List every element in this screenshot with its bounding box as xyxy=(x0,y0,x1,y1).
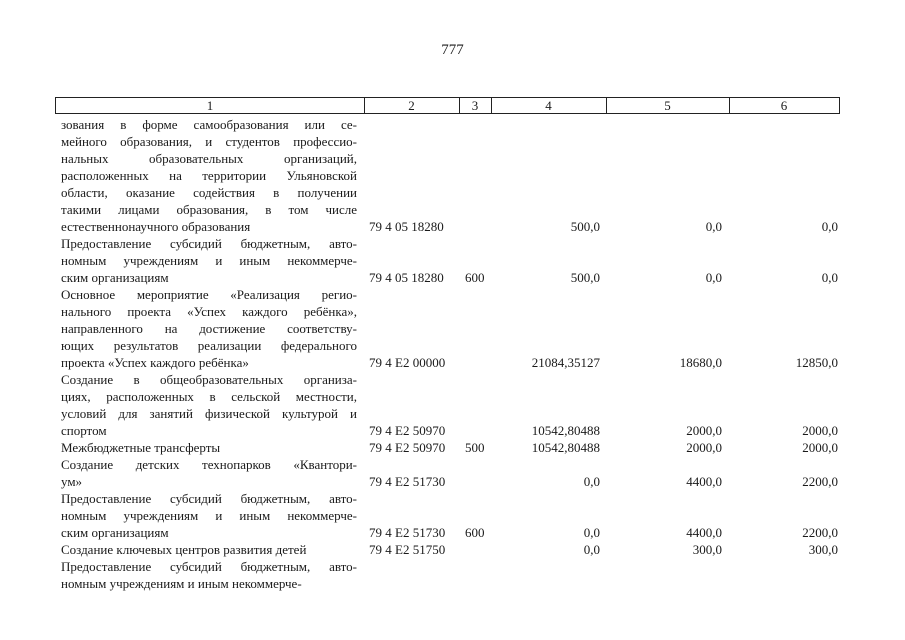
description-line: Предоставление субсидий бюджетным, авто- xyxy=(61,236,357,251)
row-value-col6: 2200,0 xyxy=(802,525,838,540)
row-code: 79 4 E2 50970 xyxy=(369,440,446,455)
description-line: направленного на достижение соответству- xyxy=(61,321,357,336)
description-line: условий для занятий физической культурой и xyxy=(61,406,357,421)
description-line: Предоставление субсидий бюджетным, авто- xyxy=(61,491,357,506)
row-description xyxy=(61,541,357,558)
row-value-col5: 4400,0 xyxy=(686,525,722,540)
row-expense-type: 500 xyxy=(465,440,485,455)
row-description xyxy=(61,558,357,592)
description-line: ским организациям xyxy=(61,525,169,540)
description-line: номным учреждениям и иным некоммерче- xyxy=(61,576,302,591)
description-line: Создание ключевых центров развития детей xyxy=(61,542,307,557)
description-line: нальных образовательных организаций, xyxy=(61,151,357,166)
description-line: зования в форме самообразования или се- xyxy=(61,117,357,132)
table-row xyxy=(0,116,905,235)
row-value-col5: 2000,0 xyxy=(686,440,722,455)
row-code: 79 4 E2 51730 xyxy=(369,525,446,540)
table-header xyxy=(55,97,840,114)
row-value-col5: 0,0 xyxy=(705,219,722,234)
description-line: циях, расположенных в сельской местности, xyxy=(61,389,357,404)
row-value-col4: 0,0 xyxy=(583,525,600,540)
description-line: области, оказание содействия в получении xyxy=(61,185,357,200)
row-code: 79 4 E2 51750 xyxy=(369,542,446,557)
row-value-col4: 500,0 xyxy=(570,270,600,285)
row-code: 79 4 E2 50970 xyxy=(369,423,446,438)
table-row xyxy=(0,286,905,371)
table-row xyxy=(0,439,905,456)
row-value-col4: 21084,35127 xyxy=(531,355,600,370)
row-expense-type: 600 xyxy=(465,525,485,540)
table-row xyxy=(0,371,905,439)
row-value-col6: 300,0 xyxy=(808,542,838,557)
row-value-col5: 0,0 xyxy=(705,270,722,285)
description-line: нального проекта «Успех каждого ребёнка», xyxy=(61,304,357,319)
row-code: 79 4 05 18280 xyxy=(369,270,444,285)
row-value-col4: 0,0 xyxy=(583,474,600,489)
row-description xyxy=(61,286,357,371)
row-description xyxy=(61,456,357,490)
row-value-col6: 2200,0 xyxy=(802,474,838,489)
header-col-2: 2 xyxy=(364,98,460,113)
header-col-6: 6 xyxy=(780,98,788,113)
table-row xyxy=(0,235,905,286)
row-value-col4: 500,0 xyxy=(570,219,600,234)
description-line: Предоставление субсидий бюджетным, авто- xyxy=(61,559,357,574)
description-line: Межбюджетные трансферты xyxy=(61,440,221,455)
table-row xyxy=(0,456,905,490)
row-value-col6: 2000,0 xyxy=(802,440,838,455)
description-line: ум» xyxy=(61,474,83,489)
row-description xyxy=(61,439,357,456)
row-value-col4: 10542,80488 xyxy=(531,423,600,438)
description-line: номным учреждениям и иным некоммерче- xyxy=(61,253,357,268)
row-value-col5: 4400,0 xyxy=(686,474,722,489)
table-row xyxy=(0,490,905,541)
header-col-4: 4 xyxy=(491,98,607,113)
row-value-col5: 300,0 xyxy=(692,542,722,557)
row-value-col5: 2000,0 xyxy=(686,423,722,438)
row-description xyxy=(61,235,357,286)
row-code: 79 4 05 18280 xyxy=(369,219,444,234)
row-description xyxy=(61,371,357,439)
description-line: Основное мероприятие «Реализация регио- xyxy=(61,287,357,302)
row-value-col4: 0,0 xyxy=(583,542,600,557)
row-value-col4: 10542,80488 xyxy=(531,440,600,455)
header-col-3: 3 xyxy=(459,98,492,113)
description-line: ющих результатов реализации федерального xyxy=(61,338,357,353)
description-line: номным учреждениям и иным некоммерче- xyxy=(61,508,357,523)
row-value-col6: 12850,0 xyxy=(795,355,838,370)
page-number: 777 xyxy=(441,42,464,58)
description-line: мейного образования, и студентов профессио- xyxy=(61,134,357,149)
row-description xyxy=(61,490,357,541)
row-code: 79 4 E2 51730 xyxy=(369,474,446,489)
description-line: расположенных на территории Ульяновской xyxy=(61,168,357,183)
header-col-1: 1 xyxy=(56,98,365,113)
description-line: ским организациям xyxy=(61,270,169,285)
table-row xyxy=(0,558,905,592)
row-expense-type: 600 xyxy=(465,270,485,285)
description-line: проекта «Успех каждого ребёнка» xyxy=(61,355,249,370)
row-code: 79 4 E2 00000 xyxy=(369,355,446,370)
description-line: Создание детских технопарков «Квантори- xyxy=(61,457,357,472)
header-col-5: 5 xyxy=(606,98,730,113)
table-row xyxy=(0,541,905,558)
row-value-col5: 18680,0 xyxy=(679,355,722,370)
row-description xyxy=(61,116,357,235)
row-value-col6: 0,0 xyxy=(821,219,838,234)
row-value-col6: 2000,0 xyxy=(802,423,838,438)
description-line: спортом xyxy=(61,423,107,438)
row-value-col6: 0,0 xyxy=(821,270,838,285)
description-line: такими лицами образования, в том числе xyxy=(61,202,357,217)
description-line: Создание в общеобразовательных организа- xyxy=(61,372,357,387)
description-line: естественнонаучного образования xyxy=(61,219,251,234)
